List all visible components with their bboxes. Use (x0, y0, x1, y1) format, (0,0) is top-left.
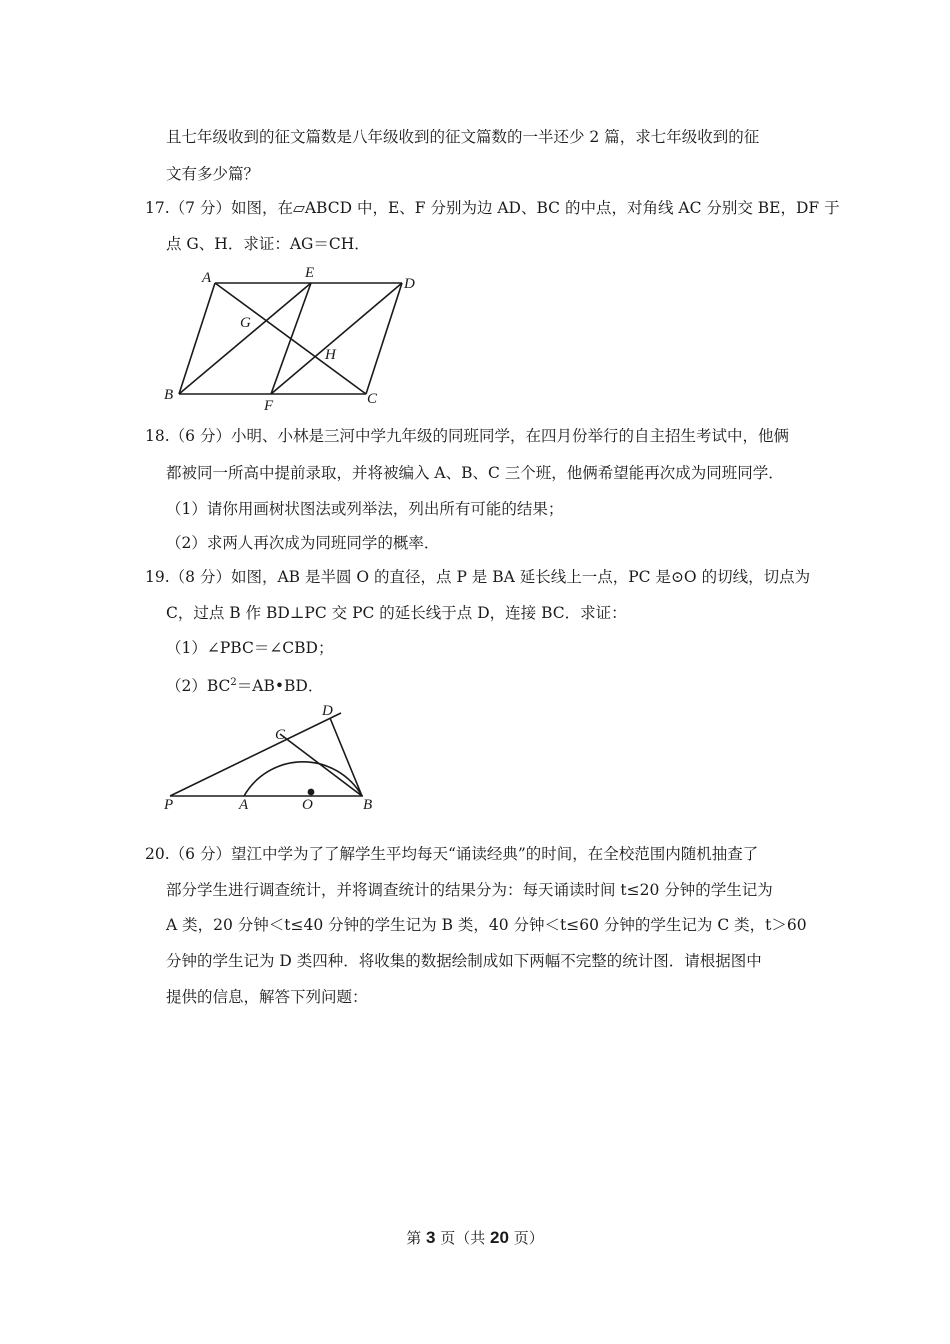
label-O: O (302, 797, 313, 813)
q16-line-2: 文有多少篇？ (166, 165, 260, 183)
q18-sub-1: （1）请你用画树状图法或列举法，列出所有可能的结果； (166, 500, 564, 518)
q20-line-5: 提供的信息，解答下列问题： (166, 988, 368, 1006)
tangent-PD (170, 713, 341, 796)
label-A: A (202, 270, 212, 286)
q18-line-2: 都被同一所高中提前录取，并将被编入 A、B、C 三个班，他俩希望能再次成为同班同学． (166, 464, 784, 482)
label-P: P (164, 797, 174, 813)
segment-DC (366, 283, 402, 394)
q20-line-4: 分钟的学生记为 D 类四种．将收集的数据绘制成如下两幅不完整的统计图．请根据图中 (166, 952, 762, 970)
page-number: 3 (426, 1228, 436, 1247)
q19-sub-1: （1）∠PBC＝∠CBD； (166, 639, 334, 657)
segment-AB (179, 283, 215, 394)
parallelogram-figure (155, 260, 430, 420)
q19-line-1: 19.（8 分）如图，AB 是半圆 O 的直径，点 P 是 BA 延长线上一点，PC 是⊙O 的切线，切点为 (145, 568, 811, 586)
q20-line-2: 部分学生进行调查统计，并将调查统计的结果分为：每天诵读时间 t≤20 分钟的学生记为 (166, 881, 773, 899)
q19-line-2: C，过点 B 作 BD⊥PC 交 PC 的延长线于点 D，连接 BC．求证： (166, 604, 627, 622)
q18-line-1: 18.（6 分）小明、小林是三河中学九年级的同班同学，在四月份举行的自主招生考试中，他俩 (145, 427, 789, 445)
q17-line-2: 点 G、H．求证：AG＝CH． (166, 235, 370, 253)
q16-line-1: 且七年级收到的征文篇数是八年级收到的征文篇数的一半还少 2 篇，求七年级收到的征 (166, 128, 760, 146)
q17-line-1: 17.（7 分）如图，在▱ABCD 中，E、F 分别为边 AD、BC 的中点，对角线 AC 分别交 BE，DF 于 (145, 199, 840, 217)
label-G: G (240, 315, 251, 331)
label-B: B (363, 797, 373, 813)
label-F: F (264, 398, 274, 414)
q18-sub-2: （2）求两人再次成为同班同学的概率． (166, 534, 440, 552)
label-C: C (275, 727, 286, 743)
label-B: B (164, 387, 174, 403)
label-D: D (404, 276, 415, 292)
semicircle-arc (244, 762, 362, 796)
q20-line-1: 20.（6 分）望江中学为了了解学生平均每天“诵读经典”的时间，在全校范围内随机抽查了 (145, 845, 759, 863)
semicircle-figure (155, 700, 385, 815)
label-D: D (322, 703, 333, 719)
q19-sub-2: $(2)BC^2=AB•BD$． (166, 677, 324, 696)
label-H: H (325, 347, 336, 363)
label-A: A (239, 797, 249, 813)
page-total: 20 (490, 1228, 509, 1247)
label-E: E (305, 265, 315, 281)
center-dot-O (308, 789, 315, 796)
q20-line-3: A 类，20 分钟＜t≤40 分钟的学生记为 B 类，40 分钟＜t≤60 分钟的学生记为 C 类，t＞60 (166, 916, 807, 934)
page-footer: 第 3 页（共 20 页） (406, 1228, 544, 1247)
label-C: C (367, 391, 378, 407)
